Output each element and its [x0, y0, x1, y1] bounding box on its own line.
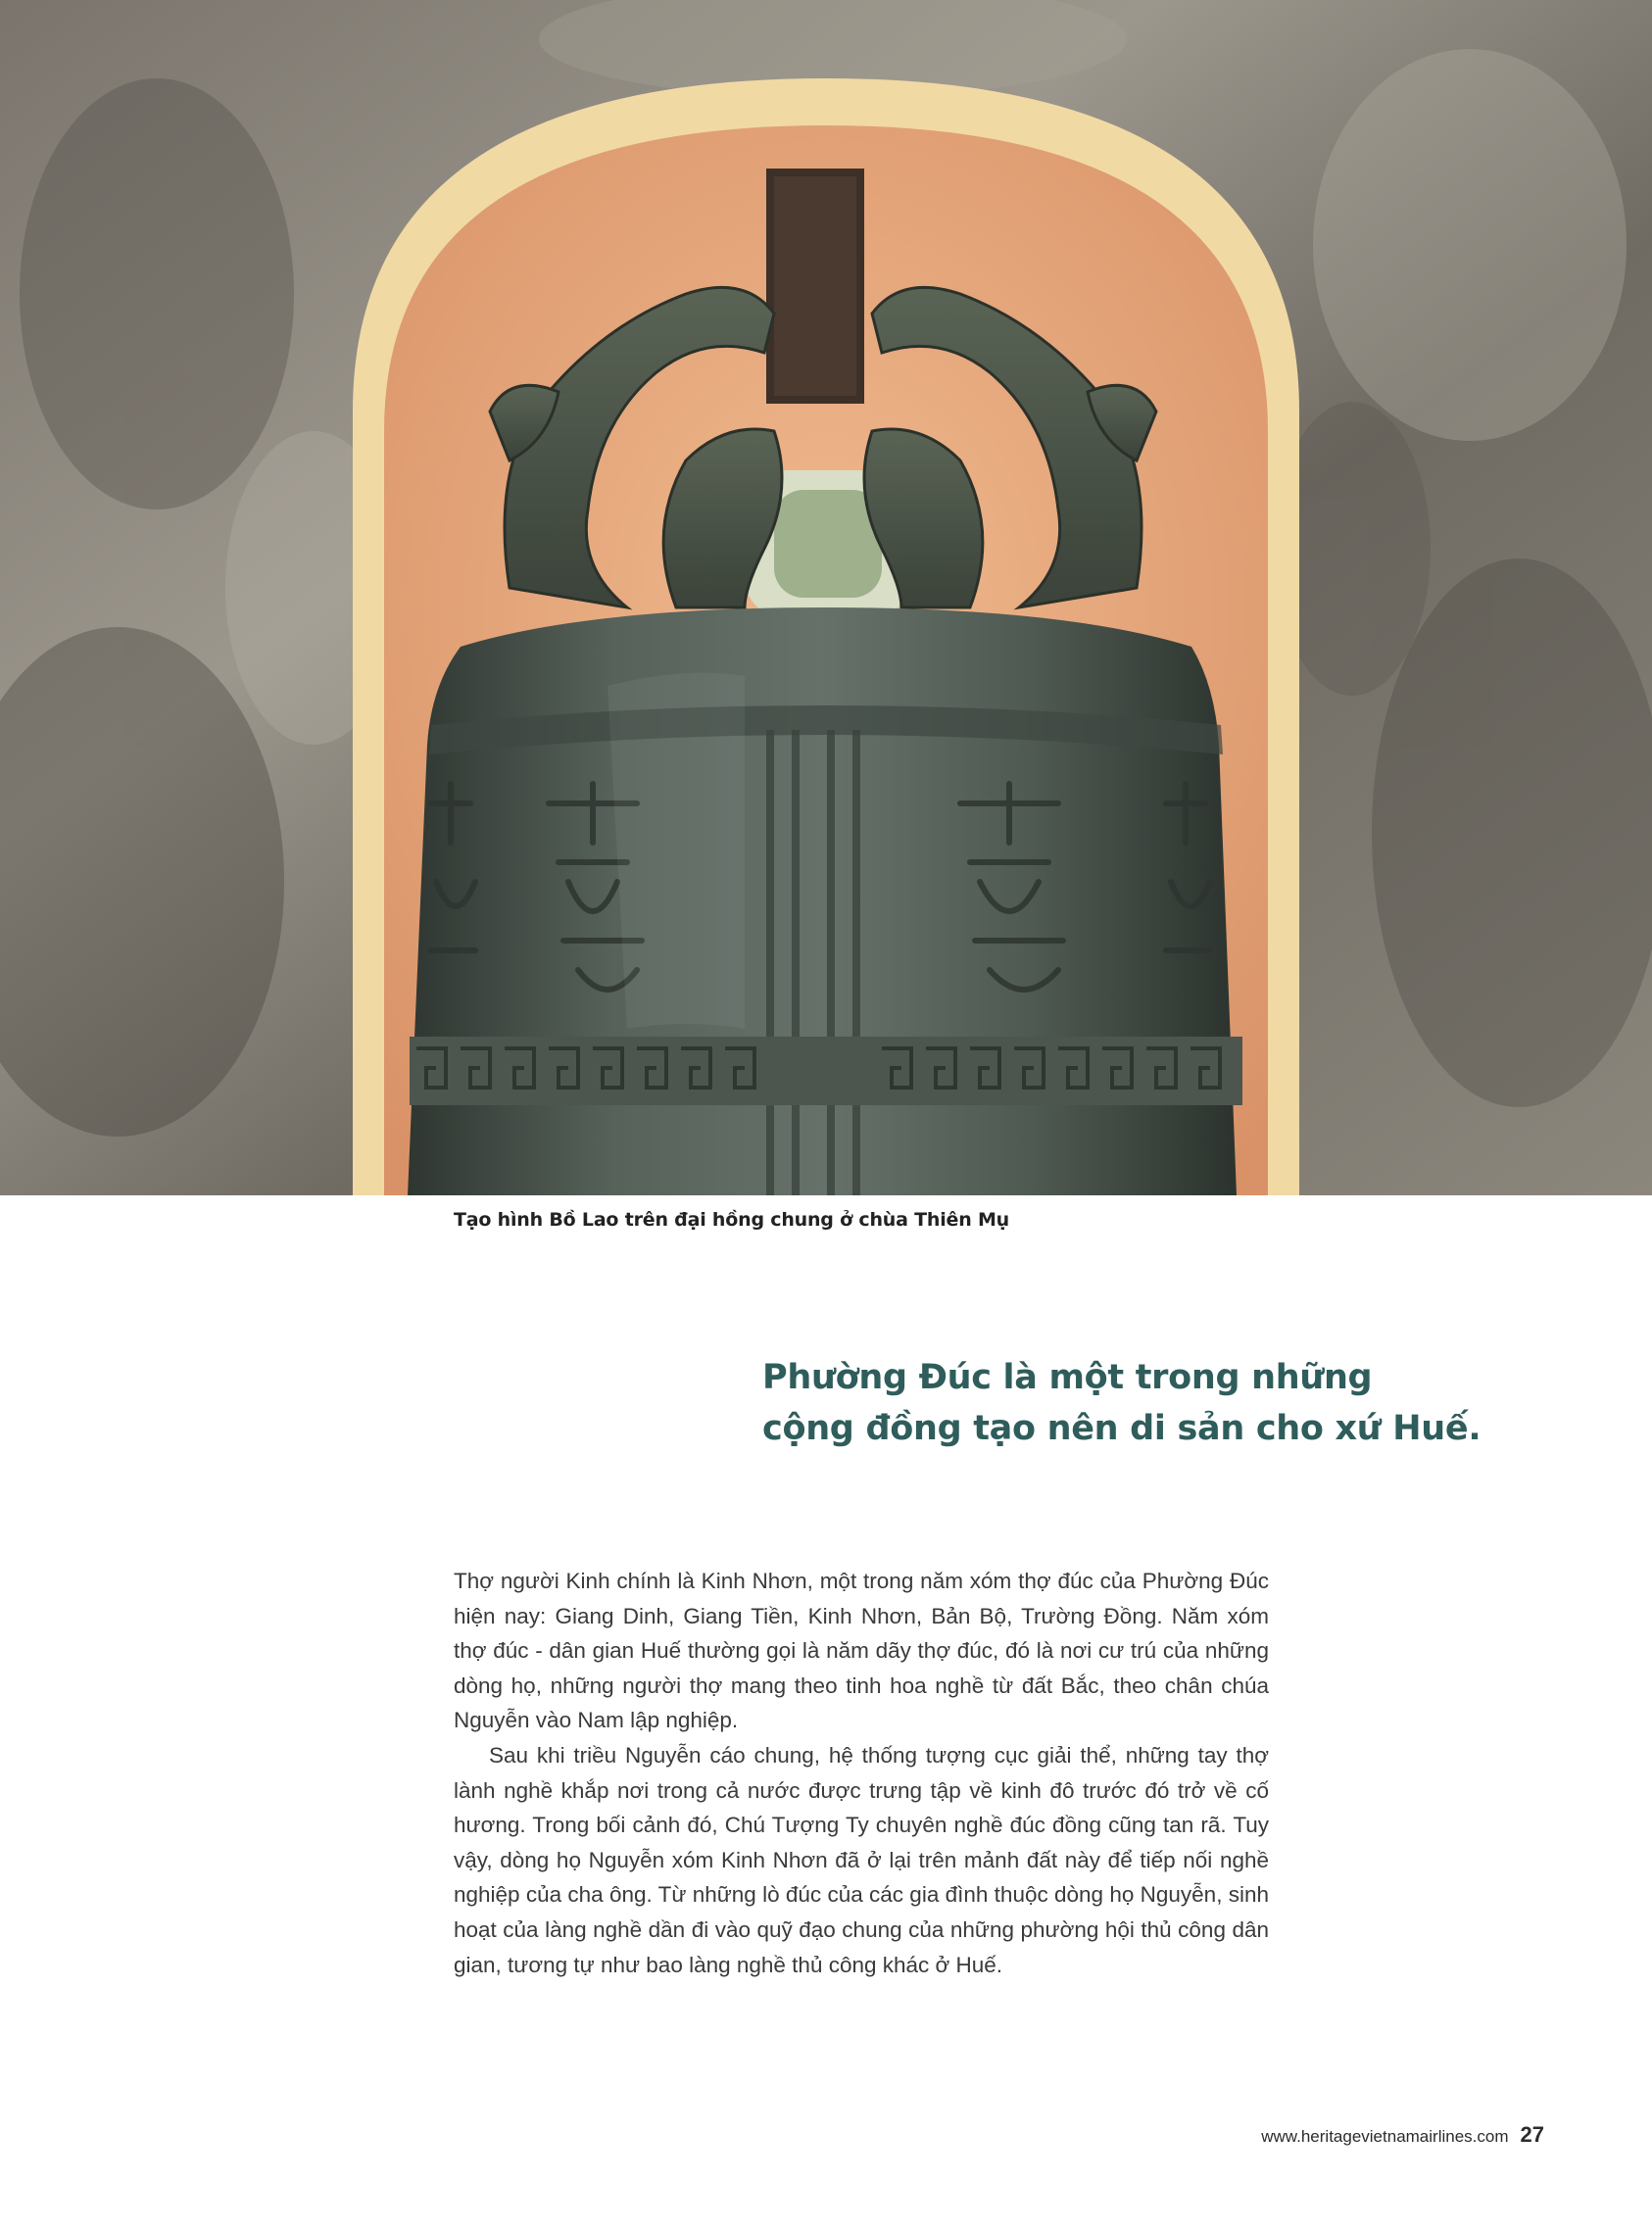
pull-quote	[762, 1352, 1566, 1454]
photo-caption: Tạo hình Bồ Lao trên đại hồng chung ở chùa Thiên Mụ	[454, 1209, 1009, 1231]
pull-quote-line-1: Phường Đúc là một trong những	[762, 1358, 1373, 1397]
body-paragraph-2: Sau khi triều Nguyễn cáo chung, hệ thống tượng cục giải thể, những tay thợ lành nghề khắp nơi trong cả nước được trưng tập về kinh đô trước đó trở về cố hương. Trong bối cảnh đó, Chú Tượng Ty chuyên nghề đúc đồng cũng tan rã. Tuy vậy, dòng họ Nguyễn xóm Kinh Nhơn đã ở lại trên mảnh đất này để tiếp nối nghề nghiệp của cha ông. Từ những lò đúc của các gia đình thuộc dòng họ Nguyễn, sinh hoạt của làng nghề dần đi vào quỹ đạo chung của những phường hội thủ công dân gian, tương tự như bao làng nghề thủ công khác ở Huế.	[454, 1742, 1269, 1977]
website-link[interactable]: www.heritagevietnamairlines.com	[1261, 2127, 1509, 2146]
page-number: 27	[1520, 2122, 1544, 2147]
article-body	[454, 1564, 1269, 1982]
body-paragraph-1: Thợ người Kinh chính là Kinh Nhơn, một trong năm xóm thợ đúc của Phường Đúc hiện nay: Giang Dinh, Giang Tiền, Kinh Nhơn, Bản Bộ, Trường Đồng. Năm xóm thợ đúc - dân gian Huế thường gọi là năm dãy thợ đúc, đó là nơi cư trú của những dòng họ, những người thợ mang theo tinh hoa nghề từ đất Bắc, theo chân chúa Nguyễn vào Nam lập nghiệp.	[454, 1569, 1269, 1733]
page-footer	[1261, 2122, 1544, 2148]
pull-quote-line-2: cộng đồng tạo nên di sản cho xứ Huế.	[762, 1409, 1482, 1448]
